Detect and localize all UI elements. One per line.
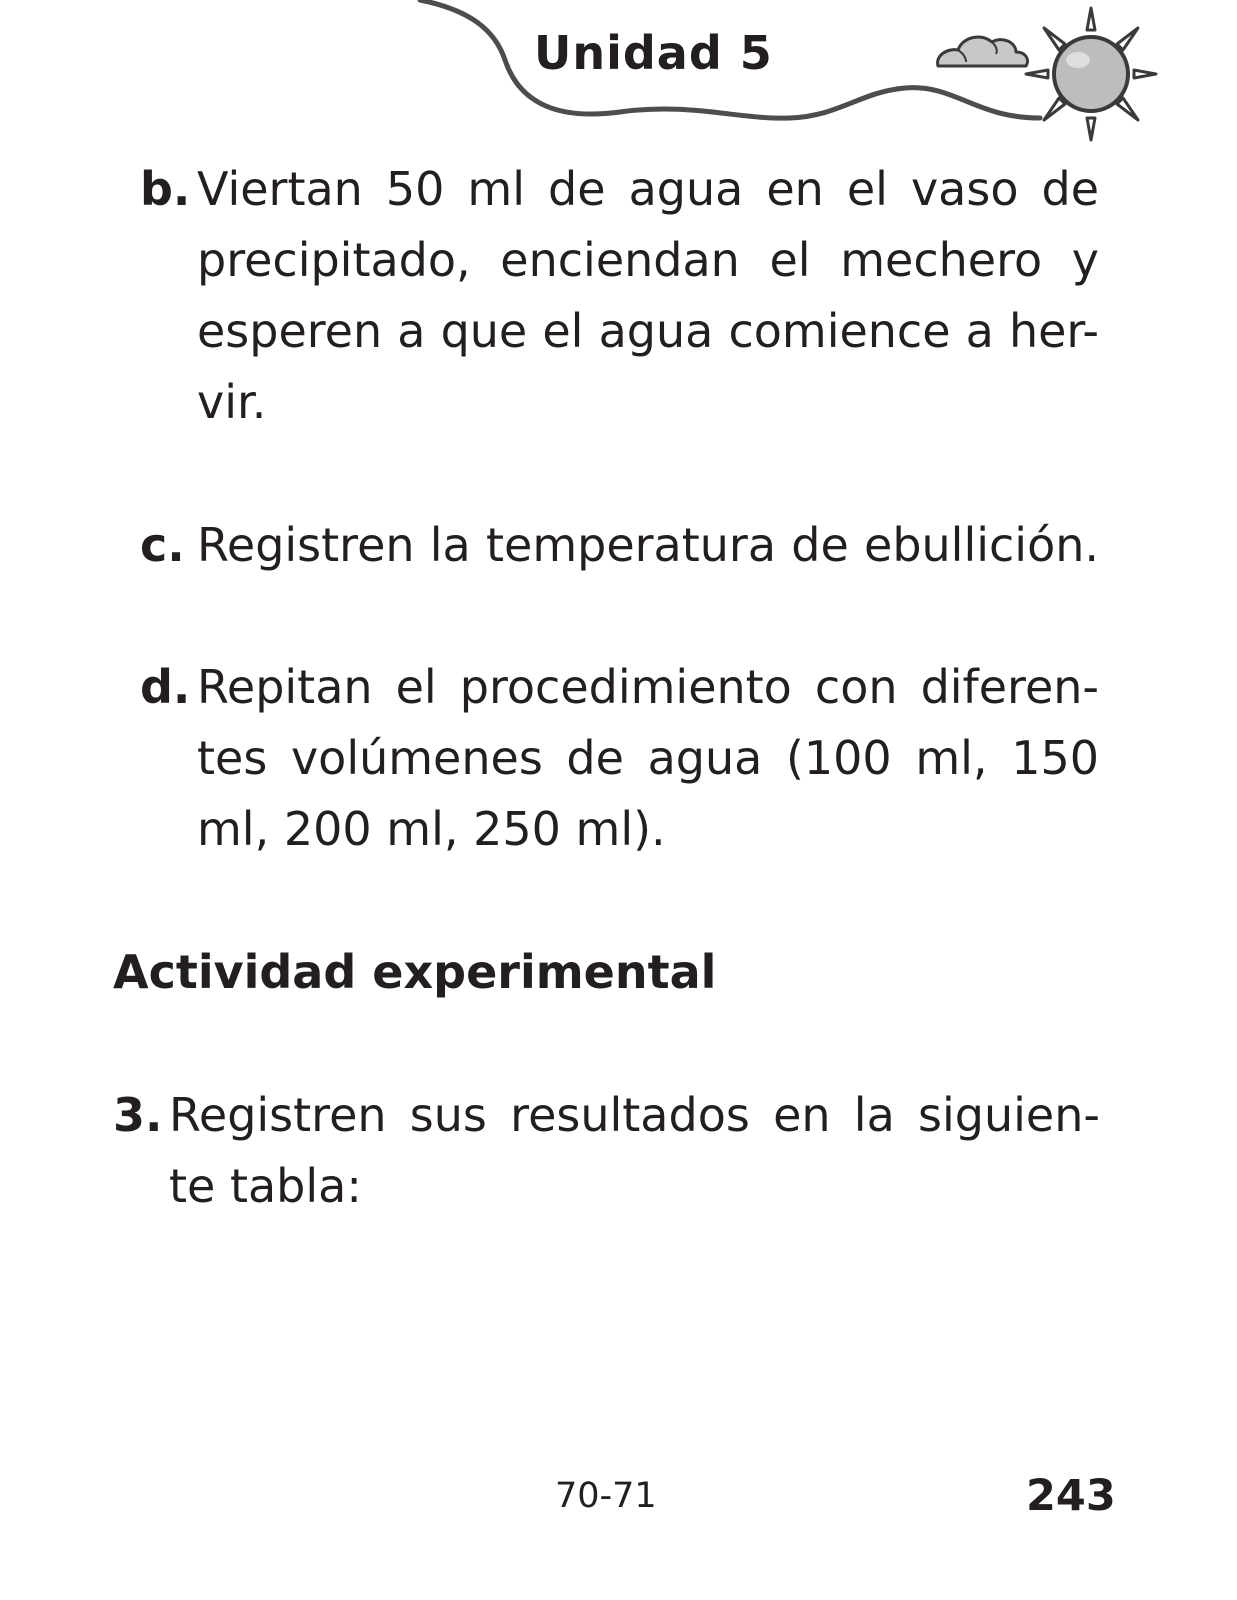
footer-code: 70-71	[555, 1476, 657, 1516]
item-text	[197, 510, 1099, 581]
activity-item-3	[113, 1080, 1100, 1225]
item-line: Registren la temperatura de ebullición.	[197, 518, 1099, 572]
item-line: vir.	[197, 375, 267, 429]
item-marker: b.	[140, 162, 191, 216]
page-number: 243	[1026, 1471, 1116, 1521]
header-decoration	[0, 0, 1237, 160]
item-line: tes volúmenes de agua (100 ml, 150	[197, 731, 1099, 785]
activity-text	[169, 1080, 1100, 1222]
item-text	[197, 154, 1099, 438]
item-marker: c.	[140, 518, 185, 572]
list-item-d	[140, 652, 1100, 867]
item-line: Viertan 50 ml de agua en el vaso de	[197, 162, 1099, 216]
item-line: precipitado, enciendan el mechero y	[197, 233, 1099, 287]
activity-line: te tabla:	[169, 1159, 362, 1213]
item-line: Repitan el procedimiento con diferen-	[197, 660, 1099, 714]
item-marker: d.	[140, 660, 191, 714]
sun-icon	[1026, 8, 1156, 140]
section-title: Actividad experimental	[113, 945, 717, 999]
cloud-icon	[938, 37, 1028, 66]
item-line: esperen a que el agua comience a her-	[197, 304, 1099, 358]
unit-title: Unidad 5	[534, 26, 773, 80]
item-text	[197, 652, 1099, 865]
activity-line: Registren sus resultados en la siguien-	[169, 1088, 1100, 1142]
list-item-b	[140, 154, 1100, 444]
item-line: ml, 200 ml, 250 ml).	[197, 802, 666, 856]
list-item-c	[140, 510, 1100, 581]
activity-marker: 3.	[113, 1088, 163, 1142]
